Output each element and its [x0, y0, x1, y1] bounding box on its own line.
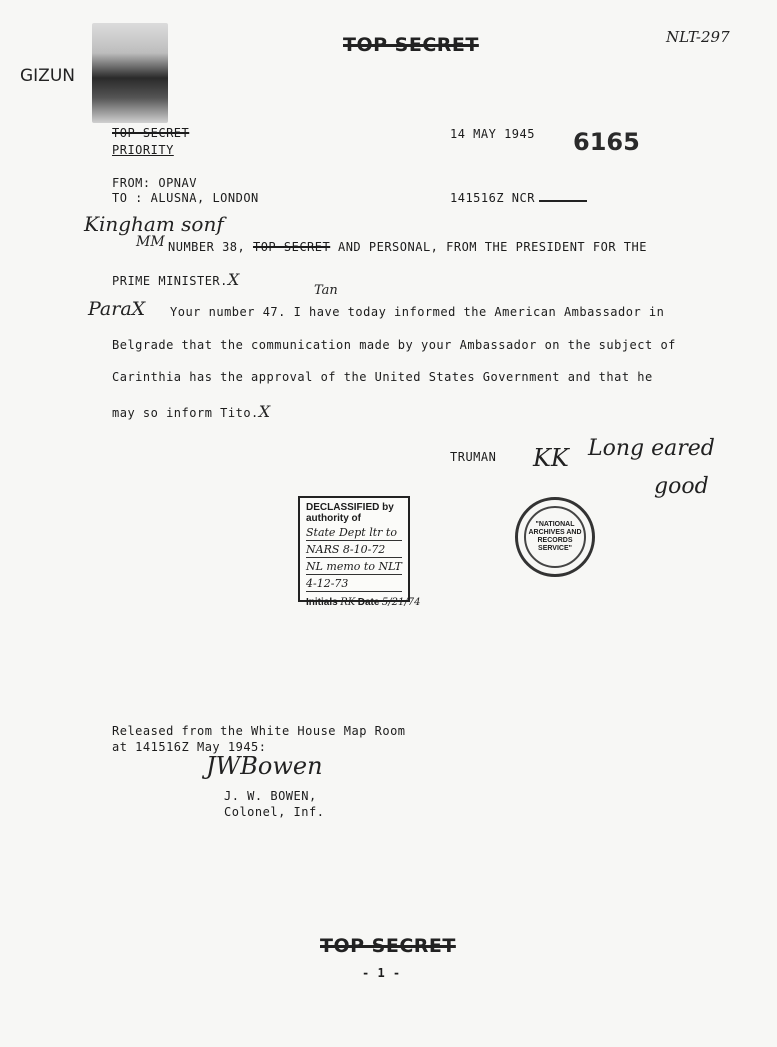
date-label: Date: [357, 597, 380, 608]
declass-line-2: NARS 8-10-72: [306, 542, 402, 558]
release-line-2: at 141516Z May 1945:: [112, 740, 267, 754]
handwritten-insertion: Tan: [314, 283, 338, 298]
handwritten-routing: Kingham sonf: [84, 212, 224, 236]
file-reference: NLT-297: [666, 28, 730, 46]
date-time-group: 141516Z NCR: [450, 191, 535, 205]
declass-line-3: NL memo to NLT: [306, 560, 402, 573]
handwritten-check-2: X: [258, 402, 271, 421]
handwritten-signature: JWBowen: [206, 752, 323, 780]
declass-line-1: State Dept ltr to: [306, 525, 402, 541]
officer-name: J. W. BOWEN,: [224, 789, 317, 803]
body-line-1: Your number 47. I have today informed the American Ambassador in: [170, 305, 665, 319]
initials-label: Initials: [306, 597, 338, 608]
body-line-4: may so inform Tito.: [112, 406, 259, 420]
handwritten-note-kk: KK: [533, 444, 569, 472]
subject-struck-classification: TOP SECRET: [252, 240, 331, 254]
handwritten-note-line-2: good: [654, 474, 709, 499]
subject-text: AND PERSONAL, FROM THE PRESIDENT FOR THE: [337, 240, 647, 254]
dtg-rule: [539, 191, 587, 202]
archive-seal: [515, 497, 595, 577]
declassification-stamp: [298, 496, 421, 608]
date-value: 5/21/74: [381, 597, 421, 608]
handwritten-initials: MM: [136, 234, 165, 250]
to-label: TO :: [112, 191, 143, 205]
initials-value: RK: [340, 597, 356, 608]
signature-typed: TRUMAN: [450, 450, 497, 464]
message-date: 14 MAY 1945: [450, 127, 535, 141]
handwritten-check: X: [227, 270, 240, 289]
officer-rank: Colonel, Inf.: [224, 805, 325, 819]
from-label: FROM:: [112, 176, 151, 190]
footer-classification: TOP SECRET: [320, 935, 456, 957]
declass-line-4: 4-12-73: [306, 576, 402, 592]
message-classification: TOP SECRET: [112, 126, 190, 140]
precedence: PRIORITY: [112, 143, 174, 157]
from-value: OPNAV: [158, 176, 197, 190]
subject-recipient: PRIME MINISTER.: [112, 274, 228, 288]
handwritten-note-line-1: Long eared: [588, 436, 715, 461]
body-line-2: Belgrade that the communication made by your Ambassador on the subject of: [112, 338, 676, 352]
handwritten-para: ParaX: [88, 298, 146, 320]
declass-title: DECLASSIFIED by authority of: [306, 502, 394, 524]
body-line-3: Carinthia has the approval of the United States Government and that he: [112, 370, 653, 384]
redaction-block: [92, 23, 168, 123]
top-classification: TOP SECRET: [343, 34, 479, 56]
to-value: ALUSNA, LONDON: [150, 191, 259, 205]
release-line-1: Released from the White House Map Room: [112, 724, 406, 738]
number-stamp: 6165: [573, 128, 640, 156]
seal-center: "NATIONAL ARCHIVES AND RECORDS SERVICE": [524, 506, 586, 568]
subject-number: NUMBER 38,: [168, 240, 246, 254]
page-number: - 1 -: [362, 966, 401, 980]
handwritten-code: GIZUN: [20, 66, 75, 86]
